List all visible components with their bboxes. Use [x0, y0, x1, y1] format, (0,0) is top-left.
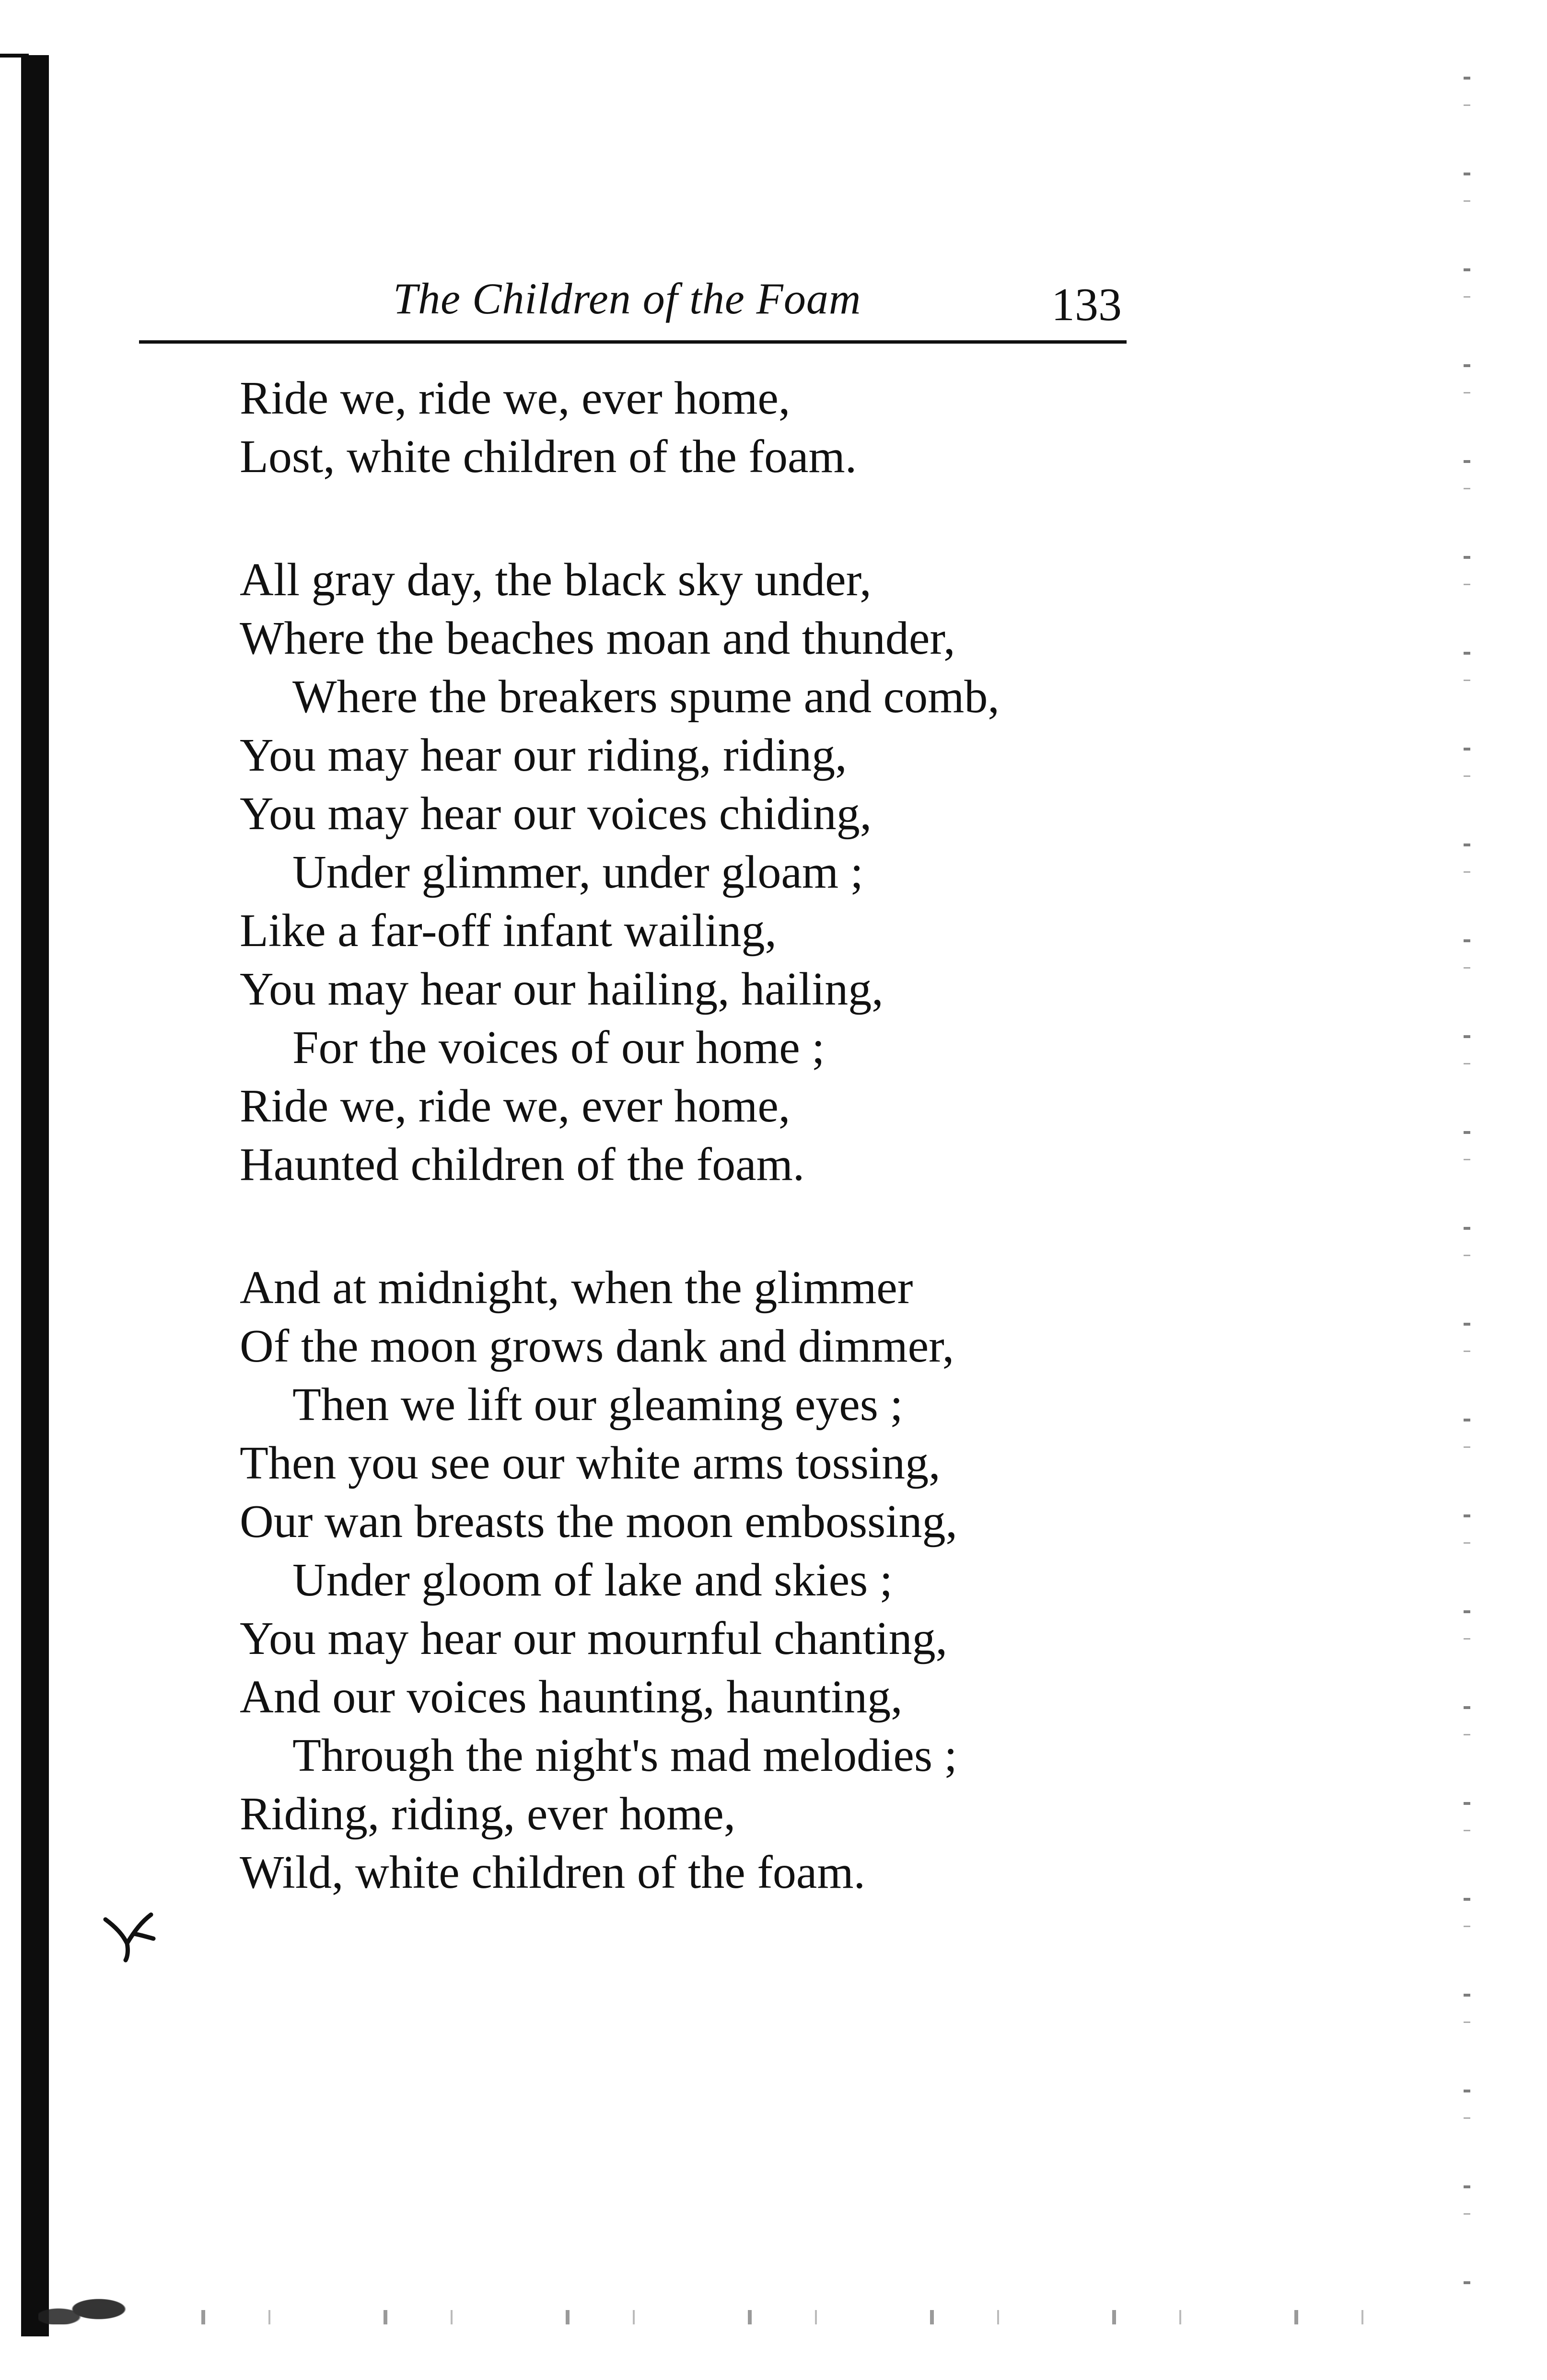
- poem-line: You may hear our riding, riding,: [240, 729, 847, 781]
- running-title: The Children of the Foam: [393, 274, 861, 323]
- poem-line: Of the moon grows dank and dimmer,: [240, 1320, 954, 1372]
- poem-line: All gray day, the black sky under,: [240, 554, 872, 606]
- stanza: [240, 369, 1342, 486]
- poem-body: [240, 369, 1342, 1966]
- poem-line: Lost, white children of the foam.: [240, 431, 857, 483]
- page-number: 133: [1051, 279, 1122, 331]
- poem-line: Where the beaches moan and thunder,: [240, 612, 955, 664]
- poem-line: Under gloom of lake and skies ;: [292, 1554, 893, 1606]
- poem-line: Like a far-off infant wailing,: [240, 905, 777, 957]
- right-edge-scan-noise: [1433, 48, 1500, 2300]
- poem-line: Our wan breasts the moon embossing,: [240, 1496, 957, 1548]
- poem-line: Under glimmer, under gloam ;: [292, 846, 863, 898]
- poem-line: Then we lift our gleaming eyes ;: [292, 1379, 903, 1431]
- poem-line: You may hear our voices chiding,: [240, 788, 872, 840]
- poem-line: And at midnight, when the glimmer: [240, 1262, 913, 1314]
- running-head: [139, 259, 1127, 344]
- poem-line: For the voices of our home ;: [292, 1022, 825, 1074]
- binding-edge-smudge: [38, 2286, 139, 2324]
- binding-edge: [21, 55, 49, 2336]
- stanza: [240, 1259, 1342, 1902]
- bottom-edge-scan-noise: [144, 2310, 1462, 2324]
- handwritten-check-mark-icon: [101, 1905, 158, 1963]
- poem-line: Where the breakers spume and comb,: [292, 671, 1000, 723]
- poem-line: Riding, riding, ever home,: [240, 1788, 736, 1840]
- poem-line: Ride we, ride we, ever home,: [240, 372, 791, 424]
- poem-line: And our voices haunting, haunting,: [240, 1671, 903, 1723]
- poem-line: Haunted children of the foam.: [240, 1139, 805, 1190]
- poem-line: You may hear our mournful chanting,: [240, 1613, 948, 1664]
- poem-line: Through the night's mad melodies ;: [292, 1730, 957, 1781]
- poem-line: Ride we, ride we, ever home,: [240, 1080, 791, 1132]
- poem-line: You may hear our hailing, hailing,: [240, 963, 884, 1015]
- stanza: [240, 551, 1342, 1194]
- poem-line: Wild, white children of the foam.: [240, 1847, 866, 1898]
- poem-line: Then you see our white arms tossing,: [240, 1437, 941, 1489]
